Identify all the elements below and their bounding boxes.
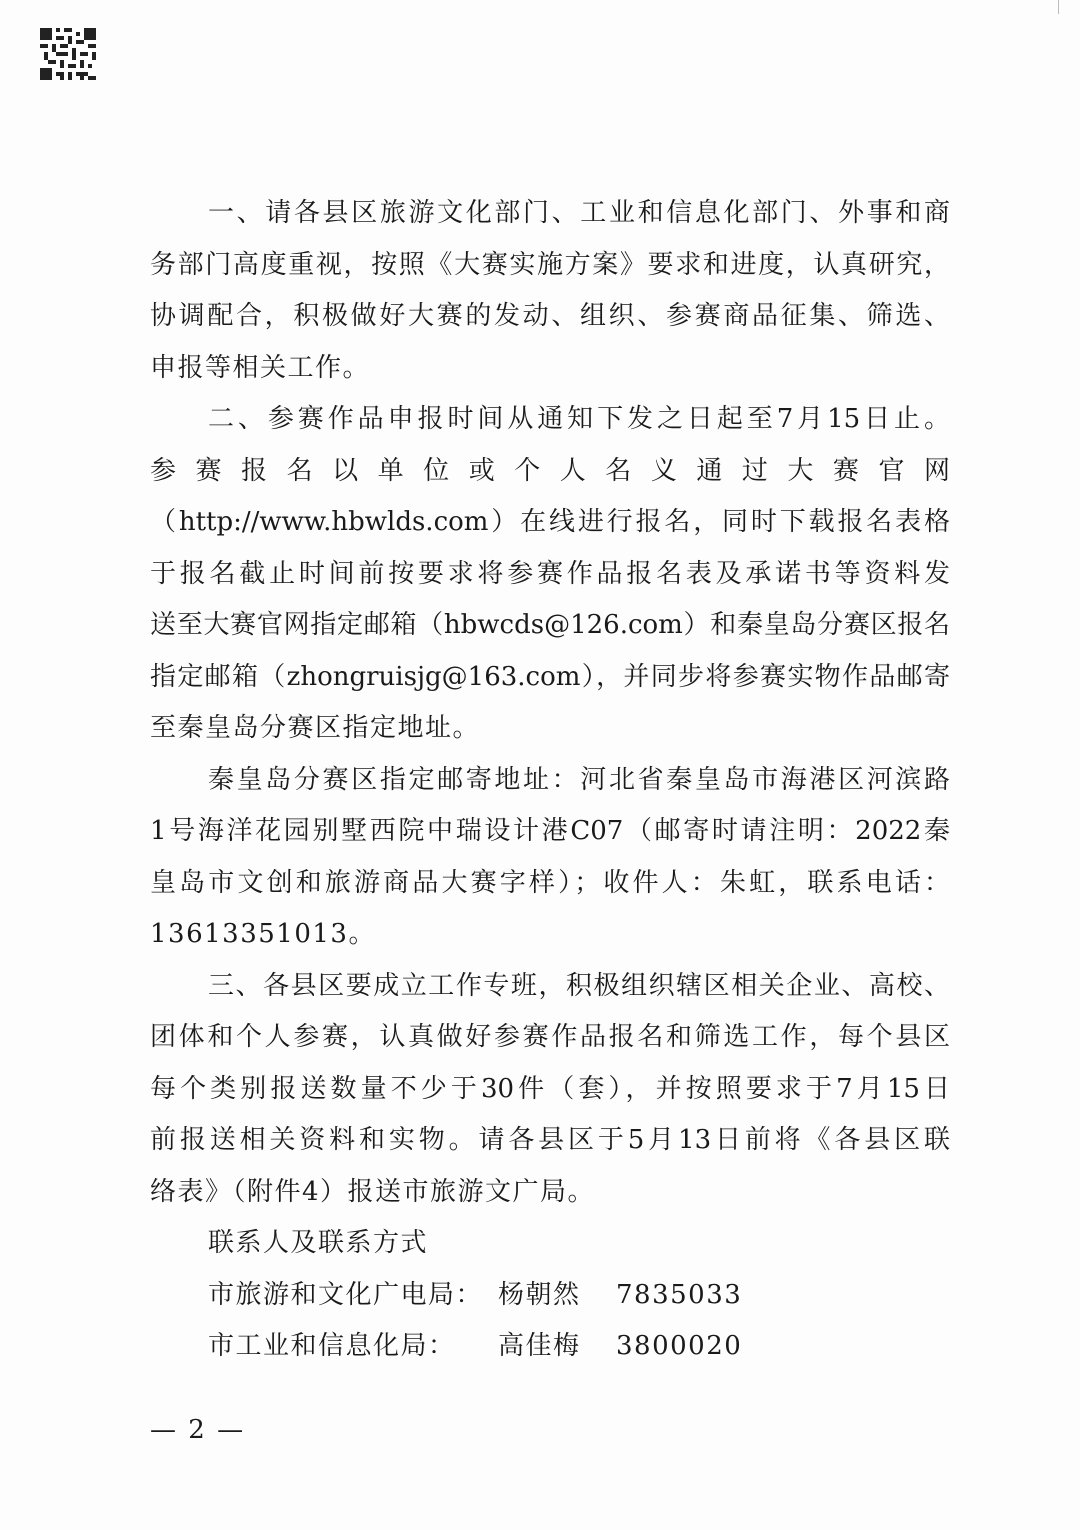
paragraph-2-line-5: 送至大赛官网指定邮箱（hbwcds@126.com）和秦皇岛分赛区报名 [150, 610, 950, 640]
paragraph-2-line-6: 指定邮箱（zhongruisjg@163.com），并同步将参赛实物作品邮寄 [150, 661, 950, 692]
paragraph-2-line-1: 二、参赛作品申报时间从通知下发之日起至7月15日止。 [208, 404, 950, 434]
paragraph-1-line-4: 申报等相关工作。 [150, 352, 371, 383]
contact-phone: 7835033 [616, 1279, 743, 1310]
contact-name: 高佳梅 [498, 1331, 581, 1361]
contact-row [150, 1321, 950, 1373]
paragraph-2-line-7: 至秦皇岛分赛区指定地址。 [150, 713, 481, 743]
paragraph-3-line-2: 1号海洋花园别墅西院中瑞设计港C07（邮寄时请注明：2022秦 [150, 816, 950, 846]
contacts-heading: 联系人及联系方式 [208, 1228, 429, 1258]
paragraph-4-line-5: 络表》（附件4）报送市旅游文广局。 [150, 1176, 596, 1207]
paragraph-3-line-1: 秦皇岛分赛区指定邮寄地址：河北省秦皇岛市海港区河滨路 [208, 764, 950, 795]
paragraph-1-line-2: 务部门高度重视，按照《大赛实施方案》要求和进度，认真研究， [150, 249, 950, 280]
page-edge-mark [1058, 0, 1059, 14]
paragraph-2-line-3: （http://www.hbwlds.com）在线进行报名，同时下载报名表格 [150, 507, 950, 537]
contact-row [150, 1270, 950, 1322]
qr-code-icon [40, 28, 96, 80]
paragraph-1-line-3: 协调配合，积极做好大赛的发动、组织、参赛商品征集、筛选、 [150, 301, 950, 331]
paragraph-3-line-4: 13613351013。 [150, 919, 376, 949]
paragraph-4-line-2: 团体和个人参赛，认真做好参赛作品报名和筛选工作，每个县区 [150, 1022, 950, 1052]
contact-phone: 3800020 [616, 1331, 743, 1361]
paragraph-1-line-1: 一、请各县区旅游文化部门、工业和信息化部门、外事和商 [208, 198, 950, 228]
contact-org: 市工业和信息化局： [208, 1331, 456, 1361]
paragraph-4-line-1: 三、各县区要成立工作专班，积极组织辖区相关企业、高校、 [208, 970, 950, 1001]
document-body [150, 188, 950, 1373]
contact-name: 杨朝然 [498, 1279, 581, 1310]
paragraph-4-line-4: 前报送相关资料和实物。请各县区于5月13日前将《各县区联 [150, 1125, 950, 1155]
paragraph-2-line-4: 于报名截止时间前按要求将参赛作品报名表及承诺书等资料发 [150, 558, 950, 589]
page-number: — 2 — [150, 1415, 246, 1445]
paragraph-4-line-3: 每个类别报送数量不少于30件（套），并按照要求于7月15日 [150, 1073, 950, 1104]
contact-org: 市旅游和文化广电局： [208, 1279, 484, 1310]
paragraph-3-line-3: 皇岛市文创和旅游商品大赛字样）；收件人：朱虹，联系电话： [150, 867, 950, 898]
paragraph-2-line-2: 参赛报名以单位或个人名义通过大赛官网 [150, 455, 950, 486]
